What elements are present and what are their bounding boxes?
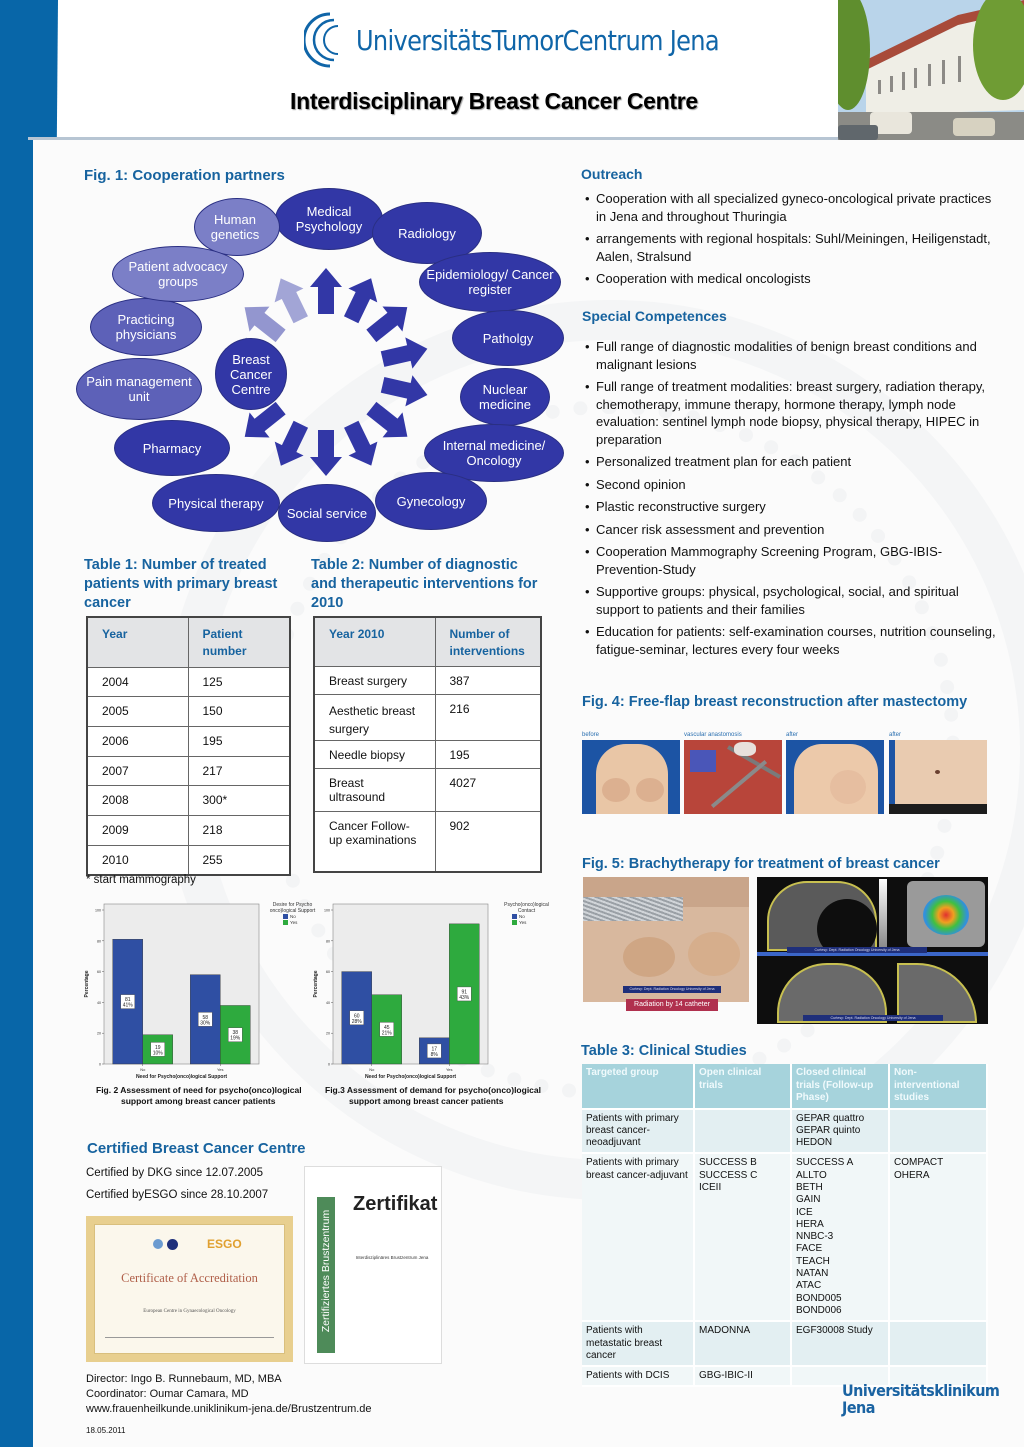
y-tick-label: 100 — [324, 908, 330, 913]
clinical-studies-table — [582, 1064, 988, 1387]
year-cell: 2008 — [87, 786, 188, 816]
photo-label: vascular anastomosis — [684, 732, 742, 738]
data-label-percent: 30% — [200, 1020, 211, 1027]
competences-item: • Full range of diagnostic modalities of benign breast conditions and malignant lesions — [580, 338, 1000, 373]
table2-row — [314, 667, 541, 695]
nonint-trials-cell — [889, 1321, 987, 1366]
fig4-title: Fig. 4: Free-flap breast reconstruction after mastectomy — [582, 694, 968, 710]
legend-entry: No — [290, 914, 296, 919]
table2 — [313, 616, 542, 873]
trial-name: HERA — [796, 1218, 824, 1230]
legend-entry: Yes — [519, 920, 527, 925]
table1 — [86, 616, 291, 876]
website-link[interactable]: www.frauenheilkunde.uniklinikum-jena.de/Brustzentrum.de — [86, 1403, 372, 1415]
legend-title: Contact — [517, 908, 536, 914]
center-node: Breast Cancer Centre — [215, 338, 287, 410]
competences-title: Special Competences — [582, 308, 727, 324]
dkg-cert-org: Interdisziplinäres Brustzentrum Jena — [355, 1255, 429, 1260]
brachy-planning-images — [757, 877, 988, 1024]
partner-node: Physical therapy — [152, 474, 280, 532]
partner-node: Radiology — [372, 202, 482, 264]
fig3-chart — [311, 897, 561, 1082]
y-tick-label: 20 — [97, 1031, 101, 1036]
x-tick-label: Yes — [216, 1067, 224, 1072]
arrow-icon — [379, 369, 431, 410]
table2-row — [314, 741, 541, 769]
y-tick-label: 0 — [99, 1062, 101, 1067]
competences-item: • Education for patients: self-examination courses, nutrition counseling, fatigue-seminar, lectures every four weeks — [580, 623, 1000, 658]
data-label-percent: 10% — [152, 1050, 163, 1057]
uniklinikum-logo-line1: Universitätsklinikum — [842, 1381, 1000, 1400]
photo-before — [582, 740, 680, 814]
header-blue-wedge — [0, 0, 58, 138]
contact-block — [86, 1372, 372, 1417]
count-cell: 216 — [435, 695, 541, 741]
y-tick-label: 40 — [97, 1000, 101, 1005]
table1-row — [87, 726, 290, 756]
patient-count-cell: 150 — [188, 697, 290, 727]
patient-count-cell: 255 — [188, 845, 290, 875]
arrow-icon — [266, 271, 315, 326]
data-label-count: 60 — [353, 1013, 360, 1020]
trial-name: SUCCESS A — [796, 1157, 854, 1169]
trial-name: OHERA — [894, 1169, 930, 1181]
open-trials-cell — [694, 1321, 791, 1366]
table2-header: Year 2010 — [314, 617, 435, 667]
y-tick-label: 60 — [97, 970, 101, 975]
trial-name: COMPACT — [894, 1157, 944, 1169]
legend-entry: Yes — [290, 920, 298, 925]
outreach-item: • Cooperation with all specialized gyneco-oncological private practices in Jena and throughout Thuringia — [580, 190, 1000, 225]
legend-swatch — [512, 914, 517, 919]
partner-node: Patholgy — [452, 310, 564, 366]
data-label-count: 17 — [431, 1046, 438, 1053]
fig3-svg — [311, 897, 561, 1082]
table3-row — [582, 1109, 987, 1154]
partner-node: Pharmacy — [114, 420, 230, 476]
trial-name: GBG-IBIC-II — [699, 1370, 753, 1382]
photo-label: before — [582, 732, 600, 738]
open-trials-cell — [694, 1109, 791, 1154]
table2-row — [314, 769, 541, 812]
data-label-percent: 8% — [430, 1051, 438, 1058]
esgo-certificate — [86, 1216, 293, 1362]
eu-emblem-icon — [167, 1239, 178, 1250]
targeted-group-cell: Patients with primary breast cancer-neoadjuvant — [582, 1109, 694, 1154]
photo-label: after — [889, 732, 902, 738]
trial-name: BOND006 — [796, 1304, 842, 1316]
trial-name: ICEII — [699, 1181, 722, 1193]
table3-header: Open clinical trials — [694, 1064, 791, 1109]
intervention-cell: Breast ultrasound — [314, 769, 435, 812]
year-cell: 2009 — [87, 815, 188, 845]
count-cell: 195 — [435, 741, 541, 769]
building-photo — [838, 0, 1024, 140]
data-label-count: 45 — [383, 1024, 390, 1031]
arrow-icon — [310, 268, 342, 314]
closed-trials-cell — [791, 1321, 889, 1366]
fig2-chart — [82, 897, 322, 1082]
fig2-caption — [96, 1085, 316, 1106]
y-tick-label: 0 — [328, 1062, 330, 1067]
trial-name: TEACH — [796, 1255, 830, 1267]
competences-item: • Cooperation Mammography Screening Program, GBG-IBIS-Prevention-Study — [580, 543, 1000, 578]
brachy-caption: Radiation by 14 catheter — [626, 999, 718, 1011]
data-label-count: 19 — [154, 1044, 161, 1051]
esgo-cert-subtitle: European Centre in Gynaecological Oncology — [143, 1309, 236, 1314]
targeted-group-cell: Patients with primary breast cancer-adjuvant — [582, 1153, 694, 1321]
cert-line: Certified byESGO since 28.10.2007 — [86, 1189, 269, 1201]
trial-name: BETH — [796, 1181, 823, 1193]
trial-name: ICE — [796, 1206, 813, 1218]
data-label-count: 38 — [232, 1030, 239, 1037]
header-divider — [28, 137, 838, 140]
patient-count-cell: 300* — [188, 786, 290, 816]
trial-name: ALLTO — [796, 1169, 827, 1181]
table1-row — [87, 756, 290, 786]
legend-swatch — [512, 920, 517, 925]
targeted-group-cell: Patients with metastatic breast cancer — [582, 1321, 694, 1366]
data-label-count: 81 — [124, 997, 131, 1004]
outreach-item: • arrangements with regional hospitals: Suhl/Meiningen, Heiligenstadt, Aalen, Stralsund — [580, 230, 1000, 265]
brachy-patient-photo — [583, 877, 749, 1002]
table3-header: Non-interventional studies — [889, 1064, 987, 1109]
arrow-icon — [379, 333, 431, 374]
data-label-percent: 28% — [351, 1018, 362, 1025]
x-axis-label: Need for Psycho(onco)logical Support — [135, 1074, 228, 1080]
nonint-trials-cell — [889, 1153, 987, 1321]
courtesy-note: Curtesy: Dept. Radiation Oncology University of Jena — [787, 947, 927, 953]
left-blue-band — [0, 0, 33, 1447]
arrow-icon — [310, 430, 342, 476]
y-tick-label: 100 — [95, 908, 101, 913]
data-label-count: 91 — [461, 989, 468, 996]
y-axis-label: Percentage — [313, 970, 319, 998]
partner-node: Social service — [278, 484, 376, 542]
patient-count-cell: 217 — [188, 756, 290, 786]
partner-node: Patient advocacy groups — [112, 246, 244, 302]
y-tick-label: 40 — [326, 1000, 330, 1005]
closed-trials-cell — [791, 1153, 889, 1321]
open-trials-cell — [694, 1153, 791, 1321]
page-title: Interdisciplinary Breast Cancer Centre — [290, 88, 698, 114]
fig3-caption-text: Fig.3 Assessment of demand for psycho(onco)logical support among breast cancer patients — [325, 1085, 541, 1106]
table3-row — [582, 1153, 987, 1321]
trial-name: GAIN — [796, 1194, 821, 1206]
partner-node: Epidemiology/ Cancer register — [419, 252, 561, 312]
table1-header: Patient number — [188, 617, 290, 667]
trial-name: ATAC — [796, 1280, 822, 1292]
table2-header: Number of interventions — [435, 617, 541, 667]
competences-item: • Full range of treatment modalities: breast surgery, radiation therapy, chemotherapy, immune therapy, hormone therapy, lymph node evaluation: sentinel lymph node biopsy, physical therapy, HIPEC in preparation — [580, 378, 1000, 448]
fig2-caption-text: Fig. 2 Assessment of need for psycho(onco)logical support among breast cancer patients — [96, 1085, 302, 1106]
coordinator: Coordinator: Oumar Camara, MD — [86, 1388, 249, 1400]
arrow-icon — [337, 271, 386, 326]
poster-date: 18.05.2011 — [86, 1426, 126, 1435]
table1-row — [87, 815, 290, 845]
legend-entry: No — [519, 914, 525, 919]
legend-title: Desire for Psycho — [272, 902, 313, 908]
legend-title: onco)logical Support — [269, 908, 316, 914]
competences-item: • Plastic reconstructive surgery — [580, 498, 1000, 516]
x-axis-label: Need for Psycho(onco)logical Support — [364, 1074, 457, 1080]
arrow-icon — [266, 417, 315, 472]
trial-name: FACE — [796, 1243, 823, 1255]
trial-name: BOND005 — [796, 1292, 842, 1304]
year-cell: 2007 — [87, 756, 188, 786]
table2-row — [314, 812, 541, 872]
table3-header: Closed clinical trials (Follow-up Phase) — [791, 1064, 889, 1109]
x-tick-label: Yes — [445, 1067, 453, 1072]
partner-node: Pain management unit — [76, 358, 202, 420]
dkg-side-text: Zertifiziertes Brustzentrum — [320, 1209, 332, 1333]
patient-count-cell: 125 — [188, 667, 290, 697]
table3-header: Targeted group — [582, 1064, 694, 1109]
photo-label: after — [786, 732, 799, 738]
y-tick-label: 80 — [326, 939, 330, 944]
legend-title: Psycho(onco)logical — [504, 902, 549, 908]
targeted-group-cell: Patients with DCIS — [582, 1366, 694, 1386]
y-axis-label: Percentage — [84, 970, 90, 998]
competences-item: • Personalized treatment plan for each patient — [580, 453, 1000, 471]
partner-node: Practicing physicians — [90, 298, 202, 356]
intervention-cell: Aesthetic breast surgery — [314, 695, 435, 741]
count-cell: 4027 — [435, 769, 541, 812]
table3-row — [582, 1321, 987, 1366]
patient-count-cell: 195 — [188, 726, 290, 756]
x-tick-label: No — [140, 1067, 146, 1072]
trial-name: NNBC-3 — [796, 1231, 834, 1243]
esgo-cert-heading: Certificate of Accreditation — [121, 1271, 258, 1285]
data-label-percent: 41% — [122, 1002, 133, 1009]
trial-name: MADONNA — [699, 1325, 751, 1337]
table1-row — [87, 667, 290, 697]
competences-item: • Second opinion — [580, 476, 1000, 494]
legend-swatch — [283, 920, 288, 925]
uniklinikum-logo-line2: Jena — [842, 1398, 875, 1417]
year-cell: 2006 — [87, 726, 188, 756]
photo-vascular-anastomosis — [684, 740, 782, 814]
competences-item: • Supportive groups: physical, psychological, social, and spiritual support to patients and their families — [580, 583, 1000, 618]
trial-name: GEPAR quinto — [796, 1124, 861, 1136]
table1-footnote: * start mammography — [86, 874, 196, 886]
cert-line: Certified by DKG since 12.07.2005 — [86, 1167, 264, 1179]
esgo-brand: ESGO — [207, 1237, 242, 1251]
table1-row — [87, 786, 290, 816]
fig3-caption — [325, 1085, 550, 1106]
arrow-icon — [337, 417, 386, 472]
year-cell: 2010 — [87, 845, 188, 875]
competences-item: • Cancer risk assessment and prevention — [580, 521, 1000, 539]
trial-name: SUCCESS C — [699, 1169, 758, 1181]
dkg-certificate — [304, 1166, 442, 1364]
partner-node: Human genetics — [194, 198, 280, 256]
legend-swatch — [283, 914, 288, 919]
certificate-green-band — [317, 1197, 335, 1353]
cooperation-diagram — [72, 188, 562, 544]
data-label-percent: 19% — [230, 1035, 241, 1042]
table2-title: Table 2: Number of diagnostic and therapeutic interventions for 2010 — [311, 557, 538, 611]
patient-count-cell: 218 — [188, 815, 290, 845]
courtesy-note: Curtesy: Dept. Radiation Oncology University of Jena — [803, 1015, 943, 1021]
table1-row — [87, 845, 290, 875]
table2-row — [314, 695, 541, 741]
table1-row — [87, 697, 290, 727]
director: Director: Ingo B. Runnebaum, MD, MBA — [86, 1373, 282, 1385]
photo-after-2 — [889, 740, 987, 814]
x-tick-label: No — [369, 1067, 375, 1072]
closed-trials-cell — [791, 1109, 889, 1154]
data-label-count: 58 — [202, 1014, 209, 1021]
partner-node: Medical Psychology — [275, 188, 383, 250]
y-tick-label: 60 — [326, 970, 330, 975]
outreach-list — [580, 190, 1000, 293]
partner-node: Gynecology — [375, 472, 487, 530]
count-cell: 387 — [435, 667, 541, 695]
competences-list — [580, 338, 1000, 663]
photo-after-1 — [786, 740, 884, 814]
year-cell: 2005 — [87, 697, 188, 727]
fig5-title: Fig. 5: Brachytherapy for treatment of breast cancer — [582, 856, 940, 872]
emblem-icon — [153, 1239, 163, 1249]
dkg-cert-heading: Zertifikat — [353, 1193, 438, 1215]
trial-name: GEPAR quattro — [796, 1112, 865, 1124]
year-cell: 2004 — [87, 667, 188, 697]
table1-title: Table 1: Number of treated patients with primary breast cancer — [84, 557, 278, 611]
data-label-percent: 43% — [459, 994, 470, 1001]
table1-header: Year — [87, 617, 188, 667]
partner-node: Nuclear medicine — [460, 368, 550, 426]
trial-name: EGF30008 Study — [796, 1325, 873, 1337]
partner-node: Internal medicine/ Oncology — [424, 424, 564, 482]
count-cell: 902 — [435, 812, 541, 872]
utc-logo — [304, 10, 778, 70]
trial-name: HEDON — [796, 1137, 833, 1149]
outreach-item: • Cooperation with medical oncologists — [580, 270, 1000, 288]
open-trials-cell — [694, 1366, 791, 1386]
arcs-logo-icon — [304, 10, 348, 70]
y-tick-label: 80 — [97, 939, 101, 944]
fig2-svg — [82, 897, 322, 1082]
trial-name: SUCCESS B — [699, 1157, 757, 1169]
intervention-cell: Breast surgery — [314, 667, 435, 695]
data-label-percent: 21% — [381, 1030, 392, 1037]
fig1-title: Fig. 1: Cooperation partners — [84, 167, 285, 184]
uniklinikum-logo — [842, 1382, 999, 1416]
trial-name: NATAN — [796, 1268, 829, 1280]
nonint-trials-cell — [889, 1109, 987, 1154]
courtesy-note: Curtesy: Dept. Radiation Oncology University of Jena — [623, 986, 721, 993]
utc-logo-text: UniversitätsTumorCentrum Jena — [356, 23, 719, 57]
table3-title: Table 3: Clinical Studies — [581, 1043, 747, 1059]
certified-title: Certified Breast Cancer Centre — [87, 1140, 306, 1157]
intervention-cell: Cancer Follow-up examinations — [314, 812, 435, 872]
signature-line — [105, 1337, 274, 1338]
outreach-title: Outreach — [581, 166, 643, 182]
intervention-cell: Needle biopsy — [314, 741, 435, 769]
y-tick-label: 20 — [326, 1031, 330, 1036]
